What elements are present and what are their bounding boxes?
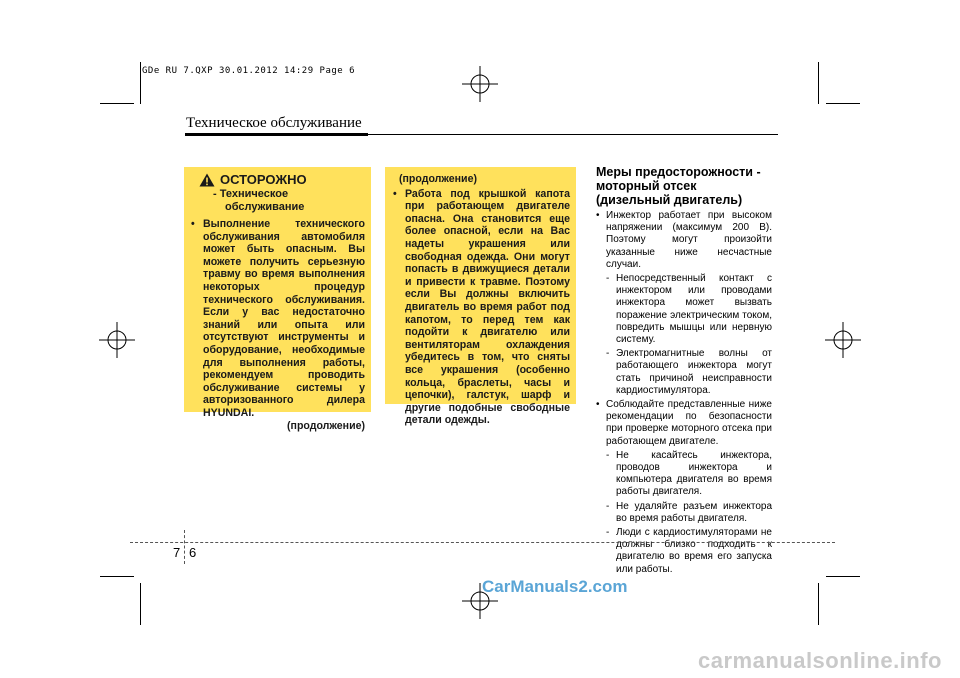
sub-list-item — [596, 348, 772, 397]
crop-mark — [100, 103, 134, 104]
bullet-marker: • — [393, 187, 397, 200]
list-item-text: Соблюдайте представленные ниже рекомендации по безопасности при проверке моторного отсека при работающем двигателе. — [606, 399, 772, 447]
carmanuals-watermark[interactable]: CarManuals2.com — [482, 577, 628, 596]
print-slug: GDe RU 7.QXP 30.01.2012 14:29 Page 6 — [142, 66, 356, 76]
title-rule-thin — [368, 134, 778, 135]
precautions-section — [596, 165, 772, 576]
precautions-heading: Меры предосторожности - моторный отсек (дизельный двигатель) — [596, 165, 761, 207]
crop-mark — [818, 62, 819, 104]
page-number-separator — [184, 530, 185, 564]
warning-header — [199, 173, 365, 187]
registration-mark-icon — [462, 66, 498, 102]
sub-list-item-text: Люди с кардиостимуляторами не должны близко подходить к двигателю во время его запуска или работы. — [616, 527, 772, 575]
bullet-marker: • — [191, 218, 195, 230]
warning-triangle-icon — [199, 173, 215, 187]
warning-title: ОСТОРОЖНО — [220, 171, 307, 187]
dash-marker: - — [606, 273, 610, 285]
registration-mark-icon — [99, 322, 135, 358]
registration-mark-icon — [825, 322, 861, 358]
section-title: Техническое обслуживание — [186, 115, 362, 131]
bullet-marker: • — [596, 399, 600, 411]
crop-mark — [140, 583, 141, 625]
continued-header: (продолжение) — [399, 173, 477, 185]
continued-label: (продолжение) — [287, 419, 365, 432]
list-item — [596, 399, 772, 448]
continued-paragraph — [393, 188, 570, 427]
warning-body: Выполнение технического обслуживания автомобиля может быть опасным. Вы можете получить серьезную травму во время выполнения некоторых процедур технического обслуживания. Если у вас недостаточно знаний или опыта или отсутствуют инструменты и оборудование, необходимые для выполнения работы, рекомендуем проводить обслуживание системы у авторизованного дилера HYUNDAI. — [203, 218, 365, 419]
warning-subtitle: - Техническое — [213, 188, 289, 200]
dash-marker: - — [606, 449, 610, 461]
sub-list-item — [596, 501, 772, 525]
warning-subtitle-line2: обслуживание — [225, 201, 305, 213]
sub-list-item-text: Электромагнитные волны от работающего инжектора могут стать причиной неисправности кардиостимулятора. — [616, 348, 772, 396]
crop-mark — [140, 62, 141, 104]
sub-list-item-text: Не удаляйте разъем инжектора во время работы двигателя. — [616, 500, 772, 524]
bullet-marker: • — [596, 210, 600, 221]
list-item — [596, 210, 772, 271]
warning-paragraph — [191, 218, 365, 420]
crop-mark — [100, 576, 134, 577]
sub-list-item — [596, 450, 772, 499]
dash-marker: - — [606, 527, 610, 539]
dash-marker: - — [606, 500, 610, 512]
dash-marker: - — [606, 348, 610, 360]
sub-list-item — [596, 527, 772, 576]
sub-list-item-text: Не касайтесь инжектора, проводов инжектора и компьютера двигателя во время работы двигателя. — [616, 449, 772, 498]
footer-rule — [130, 542, 835, 543]
list-item-text: Инжектор работает при высоком напряжении (максимум 200 В). Поэтому могут произойти указанные ниже несчастные случаи. — [606, 210, 772, 270]
crop-mark — [826, 576, 860, 577]
page-number: 6 — [189, 545, 197, 560]
continued-body: Работа под крышкой капота при работающем двигателе опасна. Она становится еще более опасной, если на Вас надеты украшения или свободная одежда. Они могут попасть в движущиеся детали и привести к травме. Поэтому если Вы должны включить двигатель во время работ под капотом, то перед тем как подойти к двигателю или вентиляторам охлаждения убедитесь в том, что сняты все украшения (особенно кольца, браслеты, часы и цепочки), галстук, шарф и другие подобные свободные детали одежды. — [405, 187, 570, 427]
warning-box — [184, 167, 371, 432]
crop-mark — [826, 103, 860, 104]
sub-list-item-text: Непосредственный контакт с инжектором или проводами инжектора может вызвать поражение электрическим током, повредить мышцы или нервную систему. — [616, 273, 772, 346]
chapter-number: 7 — [173, 545, 181, 560]
title-rule-thick — [185, 133, 368, 136]
continued-box — [385, 167, 576, 427]
sub-list-item — [596, 273, 772, 346]
carmanualsonline-watermark[interactable]: carmanualsonline.info — [698, 648, 942, 673]
crop-mark — [818, 583, 819, 625]
